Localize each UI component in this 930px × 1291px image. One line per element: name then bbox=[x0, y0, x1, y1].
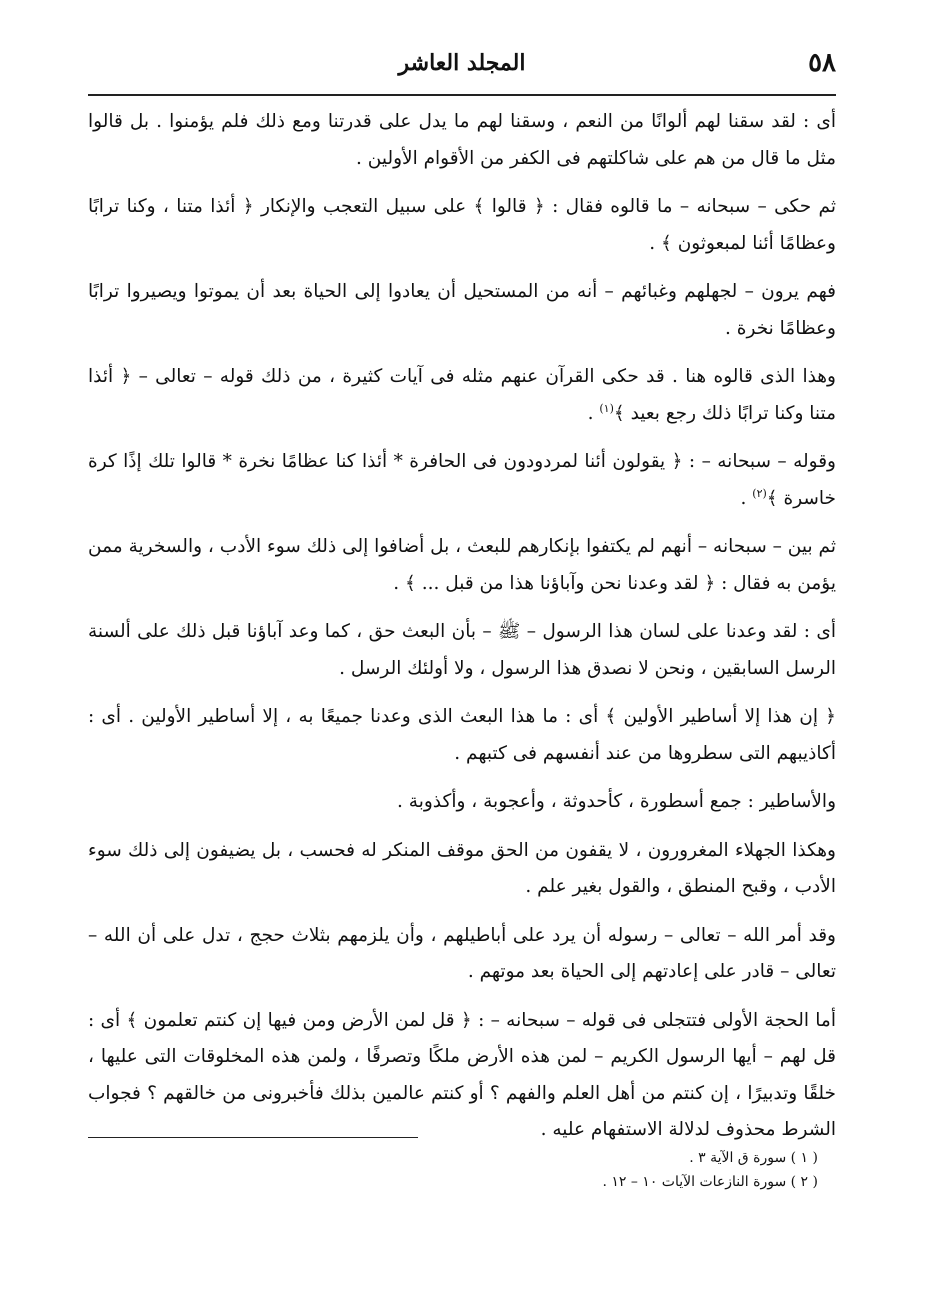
footnote-2: ( ٢ ) سورة النازعات الآيات ١٠ – ١٢ . bbox=[602, 1174, 818, 1190]
paragraph-6: ثم بين – سبحانه – أنهم لم يكتفوا بإنكارهم للبعث ، بل أضافوا إلى ذلك سوء الأدب ، والسخرية ممن يؤمن به فقال : ﴿ لقد وعدنا نحن وآباؤنا هذا من قبل ... ﴾ . bbox=[88, 536, 836, 594]
paragraph-1: أى : لقد سقنا لهم ألوانًا من النعم ، وسقنا لهم ما يدل على قدرتنا ومع ذلك فلم يؤمنوا . بل قالوا مثل ما قال من هم على شاكلتهم فى الكفر من الأقوام الأولين . bbox=[88, 111, 836, 169]
header-rule bbox=[88, 94, 836, 96]
paragraph-10: وهكذا الجهلاء المغرورون ، لا يقفون من الحق موقف المنكر له فحسب ، بل يضيفون إلى ذلك سوء الأدب ، وقبح المنطق ، والقول بغير علم . bbox=[88, 839, 836, 897]
paragraph-11: وقد أمر الله – تعالى – رسوله أن يرد على أباطيلهم ، وأن يلزمهم بثلاث حجج ، تدل على أن الله – تعالى – قادر على إعادتهم إلى الحياة بعد موتهم . bbox=[88, 924, 836, 982]
paragraph-4 bbox=[88, 359, 836, 432]
paragraph-5-text: وقوله – سبحانه – : ﴿ يقولون أئنا لمردودون فى الحافرة * أئذا كنا عظامًا نخرة * قالوا تلك إذًا كرة خاسرة ﴾ bbox=[88, 451, 836, 509]
paragraph-2: ثم حكى – سبحانه – ما قالوه فقال : ﴿ قالوا ﴾ على سبيل التعجب والإنكار ﴿ أئذا متنا ، وكنا ترابًا وعظامًا أئنا لمبعوثون ﴾ . bbox=[88, 196, 836, 254]
paragraph-12: أما الحجة الأولى فتتجلى فى قوله – سبحانه – : ﴿ قل لمن الأرض ومن فيها إن كنتم تعلمون ﴾ أى : قل لهم – أيها الرسول الكريم – لمن هذه الأرض ملكًا وتصرفًا ، ولمن هذه المخلوقات التى عليها ، خلقًا وتدبيرًا ، إن كنتم من أهل العلم والفهم ؟ أو كنتم عالمين بذلك فأخبرونى من خالقهم ؟ فجواب الشرط محذوف لدلالة الاستفهام عليه . bbox=[88, 1009, 836, 1140]
paragraph-8: ﴿ إن هذا إلا أساطير الأولين ﴾ أى : ما هذا البعث الذى وعدنا جميعًا به ، إلا أساطير الأولين . أى : أكاذيبهم التى سطروها من عند أنفسهم فى كتبهم . bbox=[88, 706, 836, 764]
body-text bbox=[88, 104, 836, 1161]
paragraph-7: أى : لقد وعدنا على لسان هذا الرسول – ﷺ – بأن البعث حق ، كما وعد آباؤنا قبل ذلك على ألسنة الرسل السابقين ، ونحن لا نصدق هذا الرسول ، ولا أولئك الرسل . bbox=[88, 621, 836, 679]
running-title: المجلد العاشر bbox=[398, 50, 526, 76]
footnote-marker-2: (٢) bbox=[752, 486, 767, 500]
footnote-1: ( ١ ) سورة ق الآية ٣ . bbox=[689, 1150, 818, 1166]
page-header bbox=[88, 40, 836, 92]
paragraph-3: فهم يرون – لجهلهم وغبائهم – أنه من المستحيل أن يعادوا إلى الحياة بعد أن يموتوا ويصيروا ترابًا وعظامًا نخرة . bbox=[88, 281, 836, 339]
footnote-marker-1: (١) bbox=[599, 401, 614, 415]
paragraph-5 bbox=[88, 444, 836, 517]
paragraph-4-text: وهذا الذى قالوه هنا . قد حكى القرآن عنهم مثله فى آيات كثيرة ، من ذلك قوله – تعالى – ﴿ أئذا متنا وكنا ترابًا ذلك رجع بعيد ﴾ bbox=[88, 366, 836, 424]
paragraph-4-end: . bbox=[587, 402, 600, 424]
paragraph-9: والأساطير : جمع أسطورة ، كأحدوثة ، وأعجوبة ، وأكذوبة . bbox=[397, 791, 836, 812]
page-number: ٥٨ bbox=[808, 48, 836, 78]
footnote-rule bbox=[88, 1137, 418, 1138]
footnotes bbox=[88, 1146, 818, 1194]
paragraph-5-end: . bbox=[740, 487, 753, 509]
book-page bbox=[88, 40, 836, 1260]
